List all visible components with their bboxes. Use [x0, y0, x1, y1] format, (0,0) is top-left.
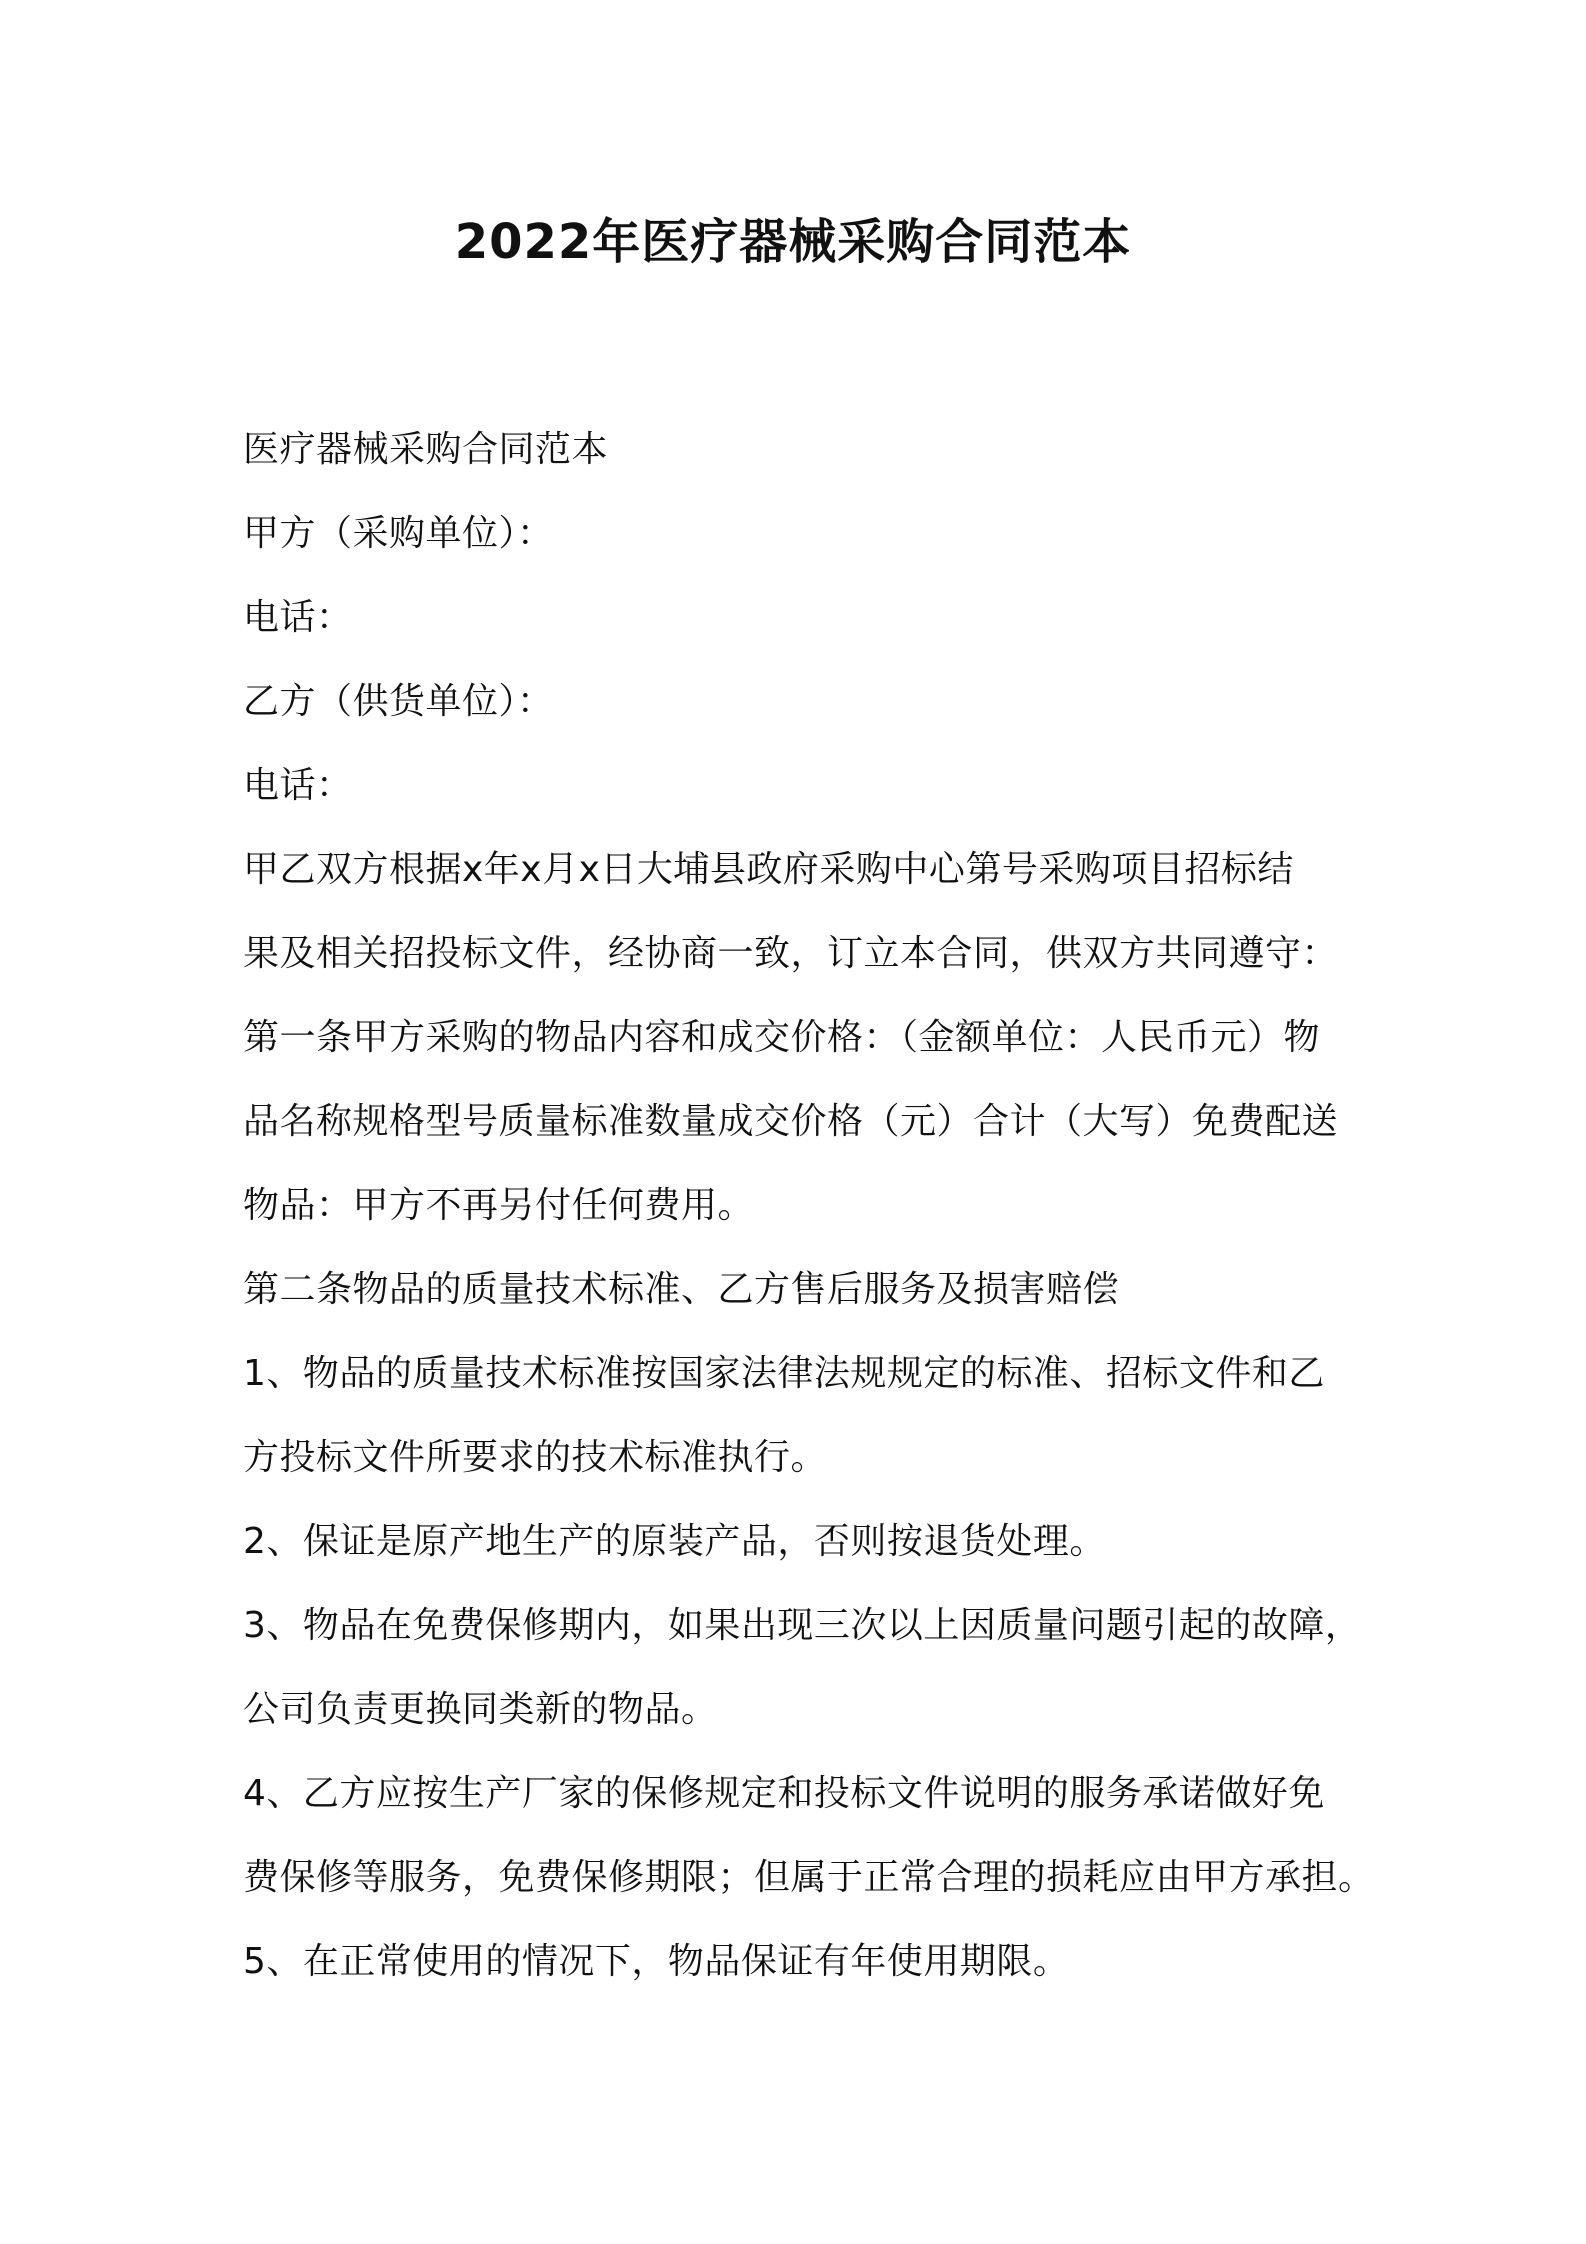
- paragraph-line: 甲乙双方根据x年x月x日大埔县政府采购中心第号采购项目招标结: [243, 849, 1294, 890]
- party-b-line: 乙方（供货单位）：: [243, 681, 554, 722]
- article-heading: 第二条物品的质量技术标准、乙方售后服务及损害赔偿: [243, 1269, 1120, 1310]
- clause-line: 方投标文件所要求的技术标准执行。: [243, 1437, 828, 1478]
- paragraph-line: 第一条甲方采购的物品内容和成交价格：（金额单位：人民币元）物: [243, 1017, 1321, 1058]
- clause-line: 5、在正常使用的情况下，物品保证有年使用期限。: [243, 1941, 1070, 1982]
- clause-line: 4、乙方应按生产厂家的保修规定和投标文件说明的服务承诺做好免: [243, 1773, 1325, 1814]
- paragraph-line: 果及相关招投标文件，经协商一致，订立本合同，供双方共同遵守：: [243, 933, 1339, 974]
- paragraph-line: 物品：甲方不再另付任何费用。: [243, 1185, 755, 1226]
- party-a-phone-line: 电话：: [243, 597, 353, 638]
- document-title: 2022年医疗器械采购合同范本: [454, 214, 1132, 270]
- clause-line: 2、保证是原产地生产的原装产品，否则按退货处理。: [243, 1521, 1106, 1562]
- party-a-line: 甲方（采购单位）：: [243, 513, 554, 554]
- clause-line: 公司负责更换同类新的物品。: [243, 1689, 718, 1730]
- clause-line: 3、物品在免费保修期内，如果出现三次以上因质量问题引起的故障，: [243, 1605, 1362, 1646]
- document-body: [243, 408, 1375, 2004]
- clause-line: 1、物品的质量技术标准按国家法律法规规定的标准、招标文件和乙: [243, 1353, 1325, 1394]
- paragraph-line: 品名称规格型号质量标准数量成交价格（元）合计（大写）免费配送: [243, 1101, 1339, 1142]
- clause-line: 费保修等服务，免费保修期限；但属于正常合理的损耗应由甲方承担。: [243, 1857, 1375, 1898]
- party-b-phone-line: 电话：: [243, 765, 353, 806]
- subtitle-line: 医疗器械采购合同范本: [243, 429, 609, 470]
